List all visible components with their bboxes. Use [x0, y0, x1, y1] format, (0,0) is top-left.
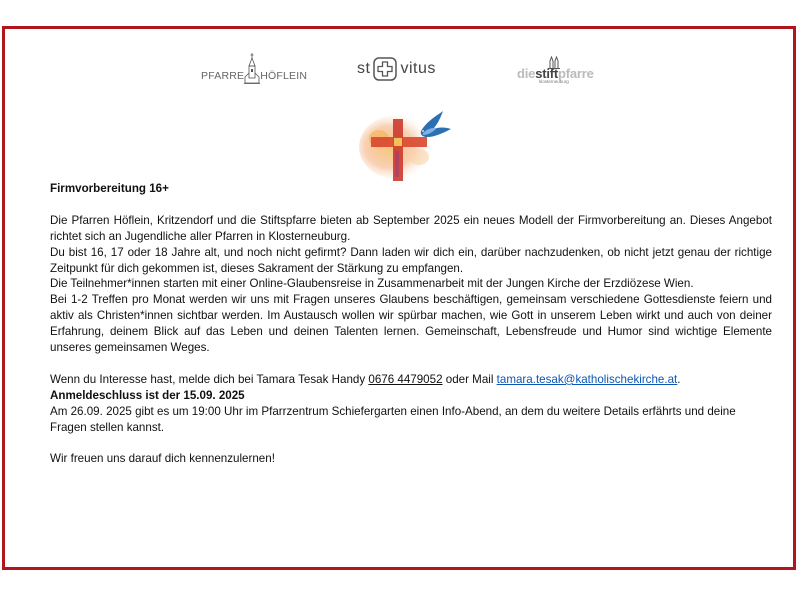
page-frame	[2, 26, 796, 570]
contact-middle: oder Mail	[442, 372, 497, 386]
logo-stvitus-left: st	[357, 60, 371, 77]
cross-emblem-icon	[373, 57, 397, 81]
cross-dove-illustration	[357, 107, 457, 183]
document-title: Firmvorbereitung 16+	[50, 182, 169, 195]
paragraph-invitation: Du bist 16, 17 oder 18 Jahre alt, und noch nicht gefirmt? Dann laden wir dich ein, darüber nachzudenken, ob nicht jetzt genau der richtige Zeitpunkt für dich gekommen ist, dieses Sakrament der Stärkung zu empfangen.	[50, 245, 772, 275]
registration-deadline: Anmeldeschluss ist der 15.09. 2025	[50, 388, 245, 402]
church-icon	[244, 53, 260, 85]
paragraph-meetings: Bei 1-2 Treffen pro Monat werden wir uns mit Fragen unseres Glaubens beschäftigen, gemeinsam verschiedene Gottesdienste feiern und aktiv als Christen*innen sichtbar werden. Im Austausch wollen wir spürbar machen, wie Gott in unserem Leben wirkt und auch von deiner Erfahrung, deinem Blick auf das Leben und deinen Talenten lernen. Gemeinschaft, Lebensfreude und Humor sind wichtige Elemente unseres gemeinsamen Weges.	[50, 293, 772, 355]
logo-row	[5, 51, 799, 91]
pfarre-hoeflein-logo	[201, 53, 307, 85]
phone-link[interactable]: 0676 4479052	[368, 372, 443, 386]
stift-brand-mid: stift	[535, 66, 559, 81]
contact-line	[50, 372, 772, 388]
contact-prefix: Wenn du Interesse hast, melde dich bei Tamara Tesak Handy	[50, 372, 369, 386]
closing-line: Wir freuen uns darauf dich kennenzulernen!	[50, 452, 275, 466]
logo-hoeflein-right: HÖFLEIN	[260, 70, 308, 82]
document-body	[50, 181, 772, 467]
info-evening: Am 26.09. 2025 gibt es um 19:00 Uhr im Pfarrzentrum Schiefergarten einen Info-Abend, an dem du weitere Details erfährts und deine Fragen stellen kannst.	[50, 404, 736, 434]
paragraph-intro: Die Pfarren Höflein, Kritzendorf und die Stiftspfarre bieten ab September 2025 ein neues Modell der Firmvorbereitung an. Dieses Angebot richtet sich an Jugendliche aller Pfarren in Klosterneuburg.	[50, 213, 772, 243]
contact-suffix: .	[677, 372, 681, 386]
stift-brand-pre: die	[517, 66, 536, 81]
paragraph-online-journey: Die Teilnehmer*innen starten mit einer Online-Glaubensreise in Zusammenarbeit mit der Jungen Kirche der Erzdiözese Wien.	[50, 277, 694, 291]
stift-brand-post: pfarre	[558, 66, 594, 81]
email-link[interactable]: tamara.tesak@katholischekirche.at	[496, 372, 678, 386]
logo-stvitus-right: vitus	[400, 60, 436, 77]
stift-brand-sub: klosterneuburg	[539, 79, 569, 84]
st-vitus-logo	[357, 57, 436, 81]
die-stift-pfarre-logo	[517, 55, 594, 84]
logo-hoeflein-left: PFARRE	[201, 70, 245, 82]
